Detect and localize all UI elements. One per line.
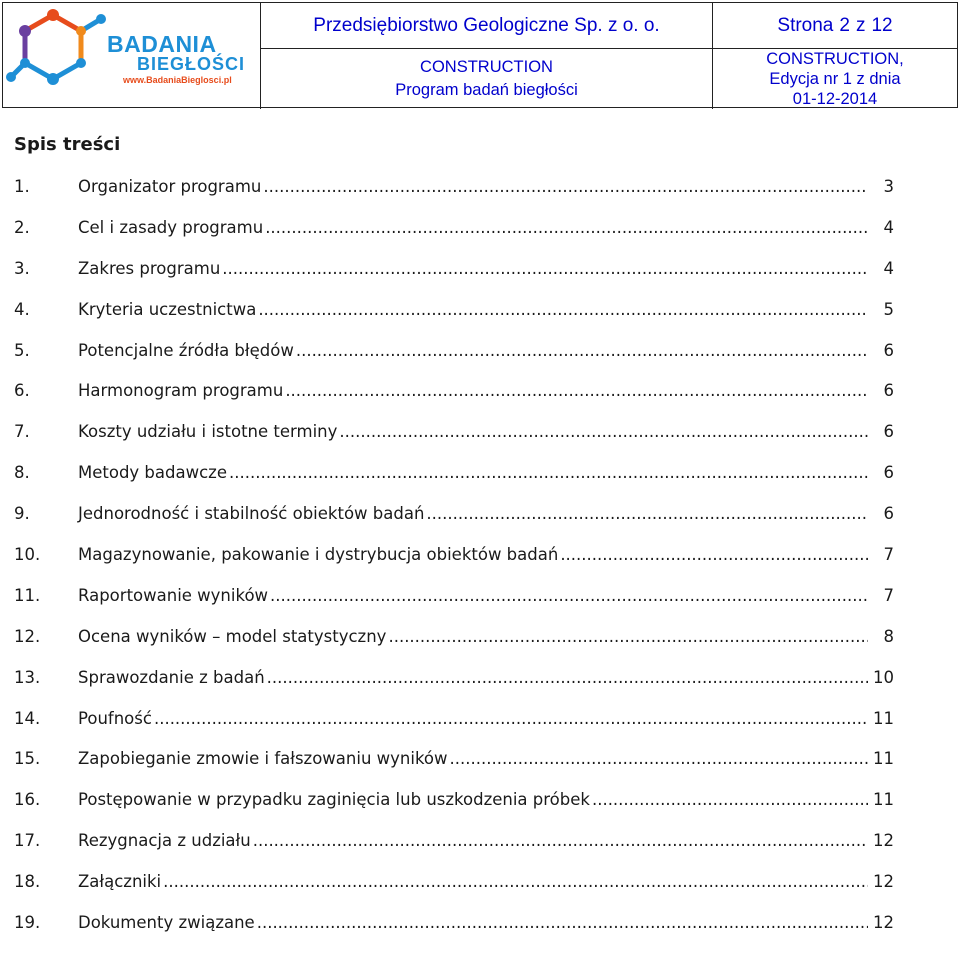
toc-entry-leader: [339, 421, 868, 443]
toc-entry-leader: [560, 544, 868, 566]
toc-entry-number: 5.: [14, 340, 30, 360]
toc-entry-leader: [285, 380, 868, 402]
edition-info: [713, 49, 957, 109]
toc-entry[interactable]: [14, 380, 894, 421]
logo: [3, 3, 261, 109]
toc-entry-leader: [253, 830, 868, 852]
toc-entry-page[interactable]: 8: [883, 626, 894, 646]
edition-label: Edycja nr 1 z dnia: [769, 70, 901, 88]
toc-entry-page[interactable]: 12: [873, 913, 894, 933]
toc-entry-title[interactable]: Cel i zasady programu: [78, 217, 264, 237]
toc-entry-page[interactable]: 10: [873, 667, 894, 687]
toc-entry-number: 4.: [14, 299, 30, 319]
toc-entry-page[interactable]: 6: [883, 463, 894, 483]
toc-entry[interactable]: [14, 748, 894, 789]
toc-entry-title[interactable]: Organizator programu: [78, 177, 262, 196]
toc-entry[interactable]: [14, 421, 894, 462]
toc-entry[interactable]: [14, 789, 894, 830]
toc-entry-leader: [592, 789, 868, 811]
toc-entry-title[interactable]: Jednorodność i stabilność obiektów badań: [78, 504, 425, 524]
toc-entry-leader: [154, 708, 868, 730]
company-name: [261, 3, 713, 49]
page-prefix: Strona: [777, 14, 834, 36]
toc-entry-page[interactable]: 6: [883, 504, 894, 524]
toc-entry-leader: [270, 585, 868, 607]
toc-entry-title[interactable]: Zakres programu: [78, 258, 221, 278]
company-name-text: Przedsiębiorstwo Geologiczne Sp. z o. o.: [313, 14, 660, 36]
toc-entry-number: 2.: [14, 217, 30, 237]
toc-entry-number: 11.: [14, 585, 41, 605]
logo-url: www.BadaniaBieglosci.pl: [123, 75, 232, 85]
toc-entry[interactable]: [14, 585, 894, 626]
toc-entry-title[interactable]: Załączniki: [78, 872, 162, 892]
toc-entry-title[interactable]: Raportowanie wyników: [78, 585, 269, 605]
toc-entry[interactable]: [14, 503, 894, 544]
toc-entry-number: 9.: [14, 504, 30, 524]
toc-entry-page[interactable]: 4: [883, 217, 894, 237]
toc-entry-number: 6.: [14, 381, 30, 401]
toc-entry-title[interactable]: Sprawozdanie z badań: [78, 667, 265, 687]
toc-entry-title[interactable]: Rezygnacja z udziału: [78, 831, 251, 851]
program-code: CONSTRUCTION: [420, 58, 553, 76]
toc-entry-page[interactable]: 11: [873, 749, 894, 769]
toc-entry[interactable]: [14, 176, 894, 217]
edition-date: 01-12-2014: [792, 90, 878, 108]
toc-entry-number: 16.: [14, 790, 41, 810]
toc-entry[interactable]: [14, 912, 894, 953]
toc-entry-page[interactable]: 12: [873, 872, 894, 892]
toc-entry-title[interactable]: Potencjalne źródła błędów: [78, 340, 294, 360]
toc-entry-title[interactable]: Koszty udziału i istotne terminy: [78, 422, 338, 442]
document-header: [2, 2, 958, 108]
toc-entry[interactable]: [14, 830, 894, 871]
toc-entry-leader: [426, 503, 868, 525]
toc-entry[interactable]: [14, 299, 894, 340]
toc-entry-page[interactable]: 7: [883, 545, 894, 565]
toc-entry-title[interactable]: Kryteria uczestnictwa: [78, 299, 257, 319]
toc-entry[interactable]: [14, 667, 894, 708]
toc-entry-page[interactable]: 5: [883, 299, 894, 319]
toc-entry-leader: [296, 340, 868, 362]
toc-entry-leader: [265, 217, 868, 239]
toc-entry[interactable]: [14, 544, 894, 585]
toc-entry[interactable]: [14, 340, 894, 381]
toc-entry[interactable]: [14, 871, 894, 912]
toc-entry-number: 17.: [14, 831, 41, 851]
toc-entry-page[interactable]: 12: [873, 831, 894, 851]
toc-entry-title[interactable]: Metody badawcze: [78, 463, 227, 483]
toc-entry-leader: [258, 299, 868, 321]
toc-entry-title[interactable]: Magazynowanie, pakowanie i dystrybucja obiektów badań: [78, 545, 559, 565]
toc-title: Spis treści: [14, 134, 121, 155]
logo-brand-text: BADANIA: [107, 31, 217, 57]
toc-entry-title[interactable]: Dokumenty związane: [78, 913, 255, 933]
page-indicator: [713, 3, 957, 49]
toc-entry-page[interactable]: 11: [873, 790, 894, 810]
toc-entry[interactable]: [14, 462, 894, 503]
toc-entry-number: 19.: [14, 913, 41, 933]
page-total: 12: [871, 14, 893, 36]
toc-entry-title[interactable]: Zapobieganie zmowie i fałszowaniu wyników: [78, 749, 448, 769]
table-of-contents: [14, 176, 894, 953]
edition-code: CONSTRUCTION,: [766, 50, 904, 68]
toc-entry-number: 15.: [14, 749, 41, 769]
toc-entry-title[interactable]: Ocena wyników – model statystyczny: [78, 626, 387, 646]
toc-entry[interactable]: [14, 626, 894, 667]
program-name: Program badań biegłości: [395, 81, 578, 99]
toc-entry-page[interactable]: 7: [883, 585, 894, 605]
toc-entry-page[interactable]: 6: [883, 381, 894, 401]
toc-entry-leader: [257, 912, 868, 934]
toc-entry-number: 18.: [14, 872, 41, 892]
toc-entry-title[interactable]: Poufność: [78, 708, 152, 728]
page-sep: z: [855, 14, 866, 36]
program-info: [261, 49, 713, 109]
toc-entry-leader: [229, 462, 868, 484]
toc-entry-page[interactable]: 6: [883, 340, 894, 360]
toc-entry-leader: [388, 626, 868, 648]
toc-entry-number: 7.: [14, 422, 30, 442]
toc-entry-number: 13.: [14, 667, 41, 687]
toc-entry-title[interactable]: Harmonogram programu: [78, 381, 284, 401]
toc-entry-number: 1.: [14, 177, 30, 196]
toc-entry-page[interactable]: 6: [883, 422, 894, 442]
toc-entry-leader: [222, 258, 868, 280]
toc-entry-page[interactable]: 3: [883, 177, 894, 196]
toc-entry[interactable]: [14, 258, 894, 299]
toc-entry-leader: [263, 176, 868, 198]
toc-entry-number: 14.: [14, 708, 41, 728]
toc-entry-page[interactable]: 4: [883, 258, 894, 278]
toc-entry[interactable]: [14, 708, 894, 749]
toc-entry-title[interactable]: Postępowanie w przypadku zaginięcia lub uszkodzenia próbek: [78, 790, 590, 810]
toc-entry-leader: [267, 667, 868, 689]
toc-entry-leader: [163, 871, 868, 893]
toc-entry-number: 10.: [14, 545, 41, 565]
toc-entry-number: 3.: [14, 258, 30, 278]
toc-entry-page[interactable]: 11: [873, 708, 894, 728]
toc-entry[interactable]: [14, 217, 894, 258]
toc-entry-leader: [450, 748, 868, 770]
toc-entry-number: 8.: [14, 463, 30, 483]
logo-brand-text-2: BIEGŁOŚCI: [137, 54, 246, 74]
toc-entry-number: 12.: [14, 626, 41, 646]
page-current: 2: [839, 14, 850, 36]
